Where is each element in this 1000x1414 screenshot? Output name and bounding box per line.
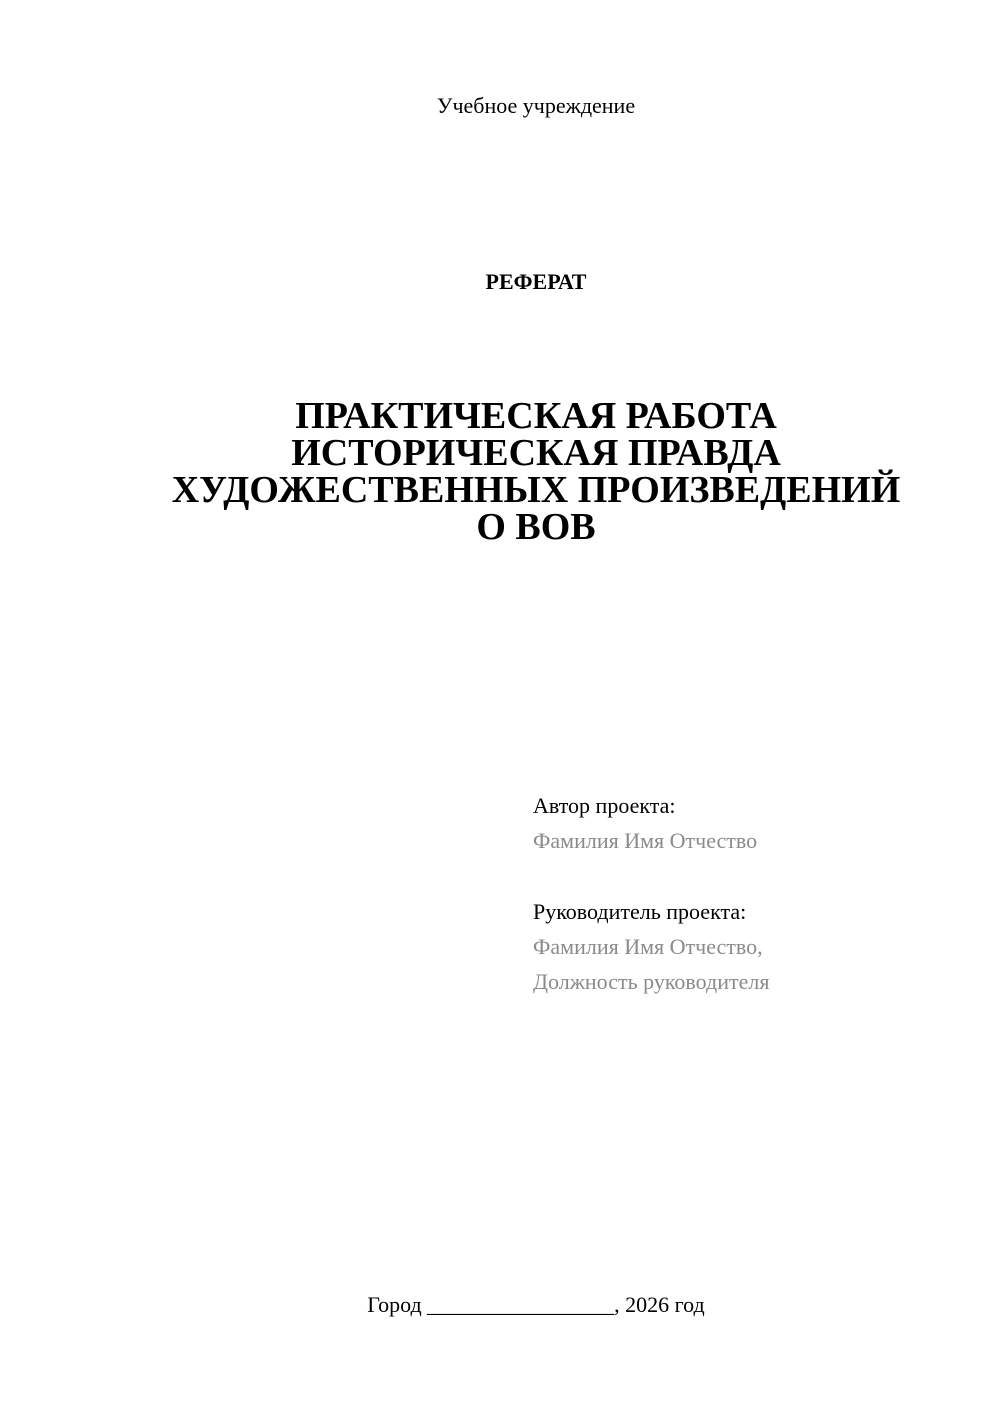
title-line: О ВОВ [476, 506, 596, 548]
city-year-line: Город _________________, 2026 год [367, 1292, 705, 1317]
document-title [120, 395, 952, 548]
title-line: ПРАКТИЧЕСКАЯ РАБОТА [295, 395, 777, 437]
credits-spacer [533, 858, 973, 894]
supervisor-position: Должность руководителя [533, 969, 770, 994]
project-credits [533, 788, 973, 999]
institution-name: Учебное учреждение [436, 93, 636, 118]
title-line: ИСТОРИЧЕСКАЯ ПРАВДА [291, 432, 781, 474]
author-name: Фамилия Имя Отчество [533, 828, 758, 853]
document-type: РЕФЕРАТ [485, 269, 587, 294]
title-line: ХУДОЖЕСТВЕННЫХ ПРОИЗВЕДЕНИЙ [171, 469, 901, 511]
author-label: Автор проекта: [533, 793, 676, 818]
supervisor-label: Руководитель проекта: [533, 899, 747, 924]
supervisor-name: Фамилия Имя Отчество, [533, 934, 763, 959]
